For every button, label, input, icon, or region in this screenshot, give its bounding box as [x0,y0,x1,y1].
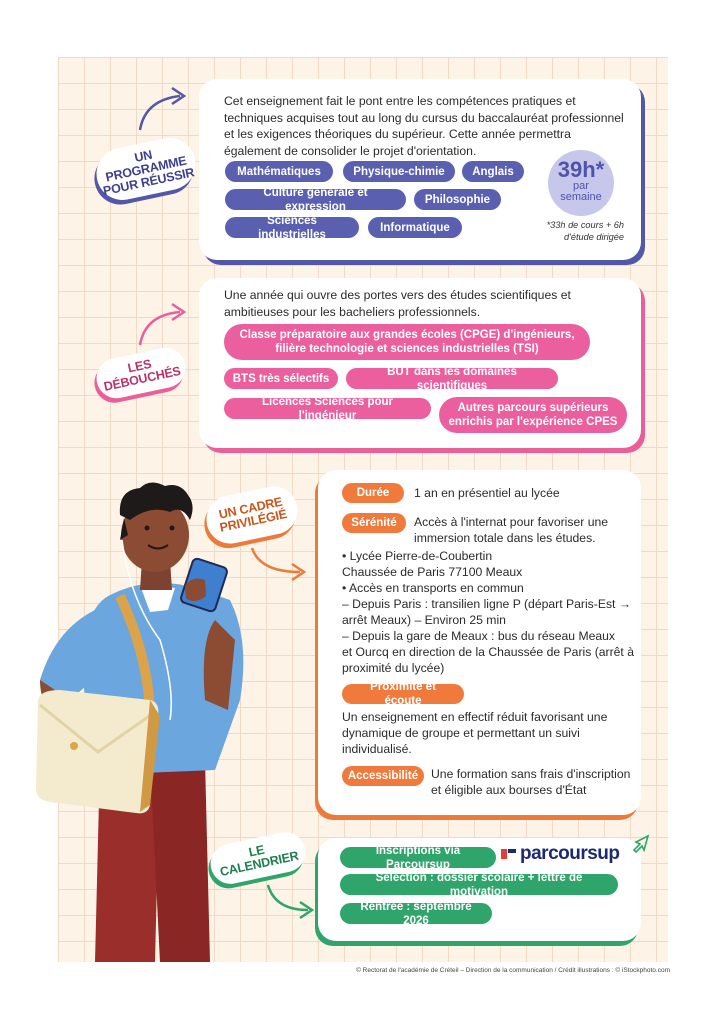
address-line: arrêt Meaux) – Environ 25 min [342,613,506,627]
serenite-text: Accès à l'internat pour favoriser une immersion totale dans les études. [414,515,609,545]
address-line: – Depuis la gare de Meaux : bus du réseau Meaux [342,629,616,643]
hours-unit: semaine [560,191,602,203]
proximite-tag: Proximité et écoute [342,684,464,704]
parcoursup-logo-text: parcoursup [520,843,620,864]
hours-value: 39h* [557,157,605,182]
serenite-tag: Sérénité [342,513,406,533]
subject-pill: Sciences industrielles [225,217,359,238]
accessibilite-text: Une formation sans frais d'inscription et éligible aux bourses d'État [431,767,631,797]
debouche-pill: BUT dans les domaines scientifiques [346,368,558,389]
cadre-label: UN CADRE PRIVILÉGIÉ [202,482,302,548]
calendar-pill: Sélection : dossier scolaire + lettre de motivation [340,874,618,895]
hours-note: *33h de cours + 6h d'étude dirigée [546,220,624,242]
hours-unit: par [573,180,589,192]
parcoursup-logo [500,842,630,866]
subject-pill: Physique-chimie [343,161,455,182]
subject-pill: Culture générale et expression [225,189,406,210]
address-line: • Accès en transports en commun [342,581,524,595]
address-line: • Lycée Pierre-de-Coubertin [342,549,493,563]
footer-credits: © Rectorat de l'académie de Créteil – Direction de la communication / Crédit illustrations : © iStockphoto.com [356,967,670,974]
proximite-text: Un enseignement en effectif réduit favorisant une dynamique de groupe et permettant un suivi individualisé. [342,710,608,756]
address-line: et Ourcq en direction de la Chaussée de Paris (arrêt à [342,645,634,659]
subject-pill: Philosophie [414,189,501,210]
address-line: – Depuis Paris : transilien ligne P (départ Paris-Est → [342,597,632,611]
address-line: Chaussée de Paris 77100 Meaux [342,565,523,579]
calendrier-label: LE CALENDRIER [207,828,309,887]
duree-text: 1 an en présentiel au lycée [414,486,560,500]
hours-badge [548,150,614,216]
debouche-pill: Classe préparatoire aux grandes écoles (CPGE) d'ingénieurs, filière technologie et sciences industrielles (TSI) [224,324,590,360]
debouches-intro: Une année qui ouvre des portes vers des études scientifiques et ambitieuses pour les bacheliers professionnels. [224,288,571,319]
debouches-label: LES DÉBOUCHÉS [93,344,189,402]
subject-pill: Mathématiques [225,161,333,182]
subject-pill: Informatique [368,217,462,238]
calendar-pill: Inscriptions via Parcoursup [340,847,496,868]
accessibilite-tag: Accessibilité [342,766,424,786]
debouche-pill: Licences Sciences pour l'ingénieur [224,398,431,419]
subject-pill: Anglais [462,161,524,182]
debouche-pill: BTS très sélectifs [224,368,338,389]
calendar-pill: Rentrée : septembre 2026 [340,903,492,924]
cursor-icon [630,834,650,854]
debouche-pill: Autres parcours supérieurs enrichis par l'expérience CPES [439,397,627,433]
address-line: proximité du lycée) [342,661,445,675]
duree-tag: Durée [342,483,404,503]
programme-label: UN PROGRAMME POUR RÉUSSIR [92,133,201,205]
programme-intro: Cet enseignement fait le pont entre les compétences pratiques et techniques acquises tout au long du cursus du baccalauréat professionnel et les exigences théoriques du supérieur. Cette année permettra également de consolider le projet d'orientation. [224,94,624,158]
parcoursup-mark-icon [500,845,518,863]
address-block [342,548,638,676]
